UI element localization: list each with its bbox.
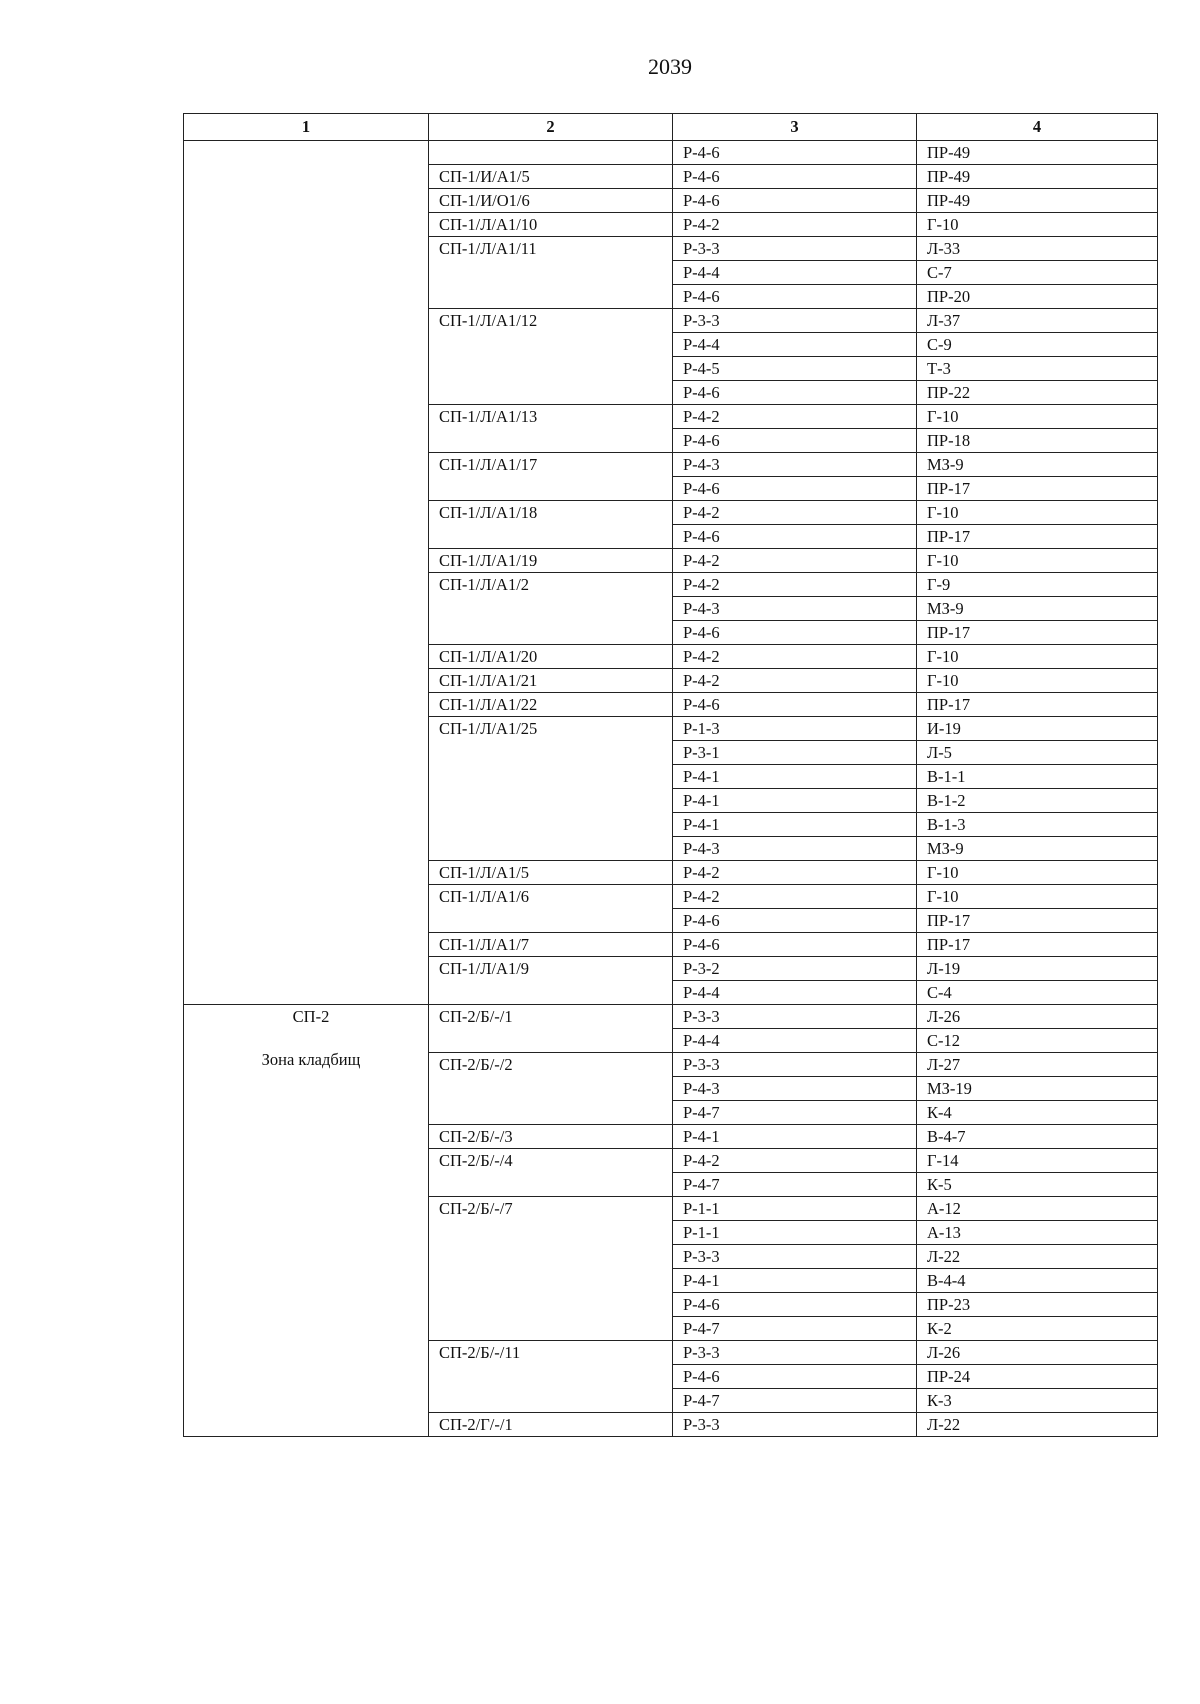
subzone-code-cell: СП-1/Л/А1/13	[429, 405, 673, 453]
subzone-code-cell: СП-2/Б/-/1	[429, 1005, 673, 1053]
regulation-cell: Р-3-3	[673, 1053, 917, 1077]
regulation-cell: Р-4-2	[673, 861, 917, 885]
value-cell: С-12	[917, 1029, 1158, 1053]
subzone-code-cell: СП-1/Л/А1/18	[429, 501, 673, 549]
subzone-code-cell: СП-1/Л/А1/11	[429, 237, 673, 309]
value-cell: Г-10	[917, 861, 1158, 885]
value-cell: ПР-17	[917, 621, 1158, 645]
value-cell: ПР-22	[917, 381, 1158, 405]
value-cell: С-9	[917, 333, 1158, 357]
regulation-cell: Р-1-1	[673, 1221, 917, 1245]
subzone-code-cell: СП-1/Л/А1/6	[429, 885, 673, 933]
value-cell: ПР-17	[917, 909, 1158, 933]
value-cell: А-12	[917, 1197, 1158, 1221]
subzone-code-cell: СП-1/Л/А1/5	[429, 861, 673, 885]
subzone-code-cell: СП-1/Л/А1/17	[429, 453, 673, 501]
regulation-cell: Р-4-1	[673, 765, 917, 789]
value-cell: И-19	[917, 717, 1158, 741]
regulation-cell: Р-3-1	[673, 741, 917, 765]
value-cell: К-3	[917, 1389, 1158, 1413]
header-col-4: 4	[917, 114, 1158, 141]
value-cell: Л-26	[917, 1005, 1158, 1029]
regulation-cell: Р-3-3	[673, 1413, 917, 1437]
value-cell: МЗ-19	[917, 1077, 1158, 1101]
subzone-code-cell: СП-2/Б/-/4	[429, 1149, 673, 1197]
regulation-cell: Р-3-2	[673, 957, 917, 981]
value-cell: Г-9	[917, 573, 1158, 597]
subzone-code-cell: СП-2/Б/-/11	[429, 1341, 673, 1413]
regulation-cell: Р-4-4	[673, 981, 917, 1005]
value-cell: МЗ-9	[917, 453, 1158, 477]
regulation-cell: Р-1-3	[673, 717, 917, 741]
value-cell: В-4-7	[917, 1125, 1158, 1149]
regulation-cell: Р-4-3	[673, 837, 917, 861]
value-cell: К-5	[917, 1173, 1158, 1197]
subzone-code-cell	[429, 141, 673, 165]
regulation-cell: Р-4-7	[673, 1101, 917, 1125]
regulation-cell: Р-4-6	[673, 933, 917, 957]
regulation-cell: Р-4-6	[673, 693, 917, 717]
value-cell: Г-10	[917, 405, 1158, 429]
value-cell: Г-10	[917, 645, 1158, 669]
regulation-cell: Р-4-6	[673, 165, 917, 189]
value-cell: Л-37	[917, 309, 1158, 333]
value-cell: МЗ-9	[917, 837, 1158, 861]
subzone-code-cell: СП-2/Б/-/2	[429, 1053, 673, 1125]
value-cell: Л-5	[917, 741, 1158, 765]
regulation-cell: Р-4-6	[673, 909, 917, 933]
subzone-code-cell: СП-1/И/А1/5	[429, 165, 673, 189]
regulation-cell: Р-4-1	[673, 813, 917, 837]
value-cell: ПР-20	[917, 285, 1158, 309]
value-cell: ПР-49	[917, 189, 1158, 213]
value-cell: ПР-17	[917, 477, 1158, 501]
header-col-3: 3	[673, 114, 917, 141]
subzone-code-cell: СП-1/Л/А1/7	[429, 933, 673, 957]
regulation-cell: Р-4-6	[673, 381, 917, 405]
regulation-cell: Р-4-6	[673, 1293, 917, 1317]
regulation-cell: Р-4-6	[673, 525, 917, 549]
regulation-cell: Р-4-6	[673, 285, 917, 309]
regulation-cell: Р-4-7	[673, 1173, 917, 1197]
value-cell: ПР-17	[917, 693, 1158, 717]
value-cell: ПР-17	[917, 525, 1158, 549]
table-row	[184, 141, 1158, 165]
regulation-cell: Р-4-7	[673, 1317, 917, 1341]
regulation-cell: Р-4-1	[673, 789, 917, 813]
regulation-cell: Р-4-4	[673, 1029, 917, 1053]
value-cell: В-4-4	[917, 1269, 1158, 1293]
value-cell: Г-10	[917, 669, 1158, 693]
value-cell: ПР-17	[917, 933, 1158, 957]
subzone-code-cell: СП-1/Л/А1/20	[429, 645, 673, 669]
regulation-cell: Р-4-2	[673, 405, 917, 429]
value-cell: Т-3	[917, 357, 1158, 381]
subzone-code-cell: СП-1/Л/А1/19	[429, 549, 673, 573]
zone-cell	[184, 141, 429, 1005]
subzone-code-cell: СП-2/Г/-/1	[429, 1413, 673, 1437]
regulation-cell: Р-4-3	[673, 597, 917, 621]
subzone-code-cell: СП-1/Л/А1/10	[429, 213, 673, 237]
value-cell: Г-10	[917, 549, 1158, 573]
value-cell: К-4	[917, 1101, 1158, 1125]
regulation-cell: Р-4-2	[673, 573, 917, 597]
regulation-cell: Р-4-1	[673, 1125, 917, 1149]
value-cell: С-4	[917, 981, 1158, 1005]
subzone-code-cell: СП-2/Б/-/3	[429, 1125, 673, 1149]
value-cell: Л-27	[917, 1053, 1158, 1077]
value-cell: В-1-3	[917, 813, 1158, 837]
subzone-code-cell: СП-1/Л/А1/21	[429, 669, 673, 693]
subzone-code-cell: СП-1/Л/А1/25	[429, 717, 673, 861]
value-cell: ПР-49	[917, 165, 1158, 189]
regulation-cell: Р-4-3	[673, 453, 917, 477]
regulation-cell: Р-3-3	[673, 1005, 917, 1029]
value-cell: Л-33	[917, 237, 1158, 261]
header-row	[184, 114, 1158, 141]
value-cell: Л-22	[917, 1413, 1158, 1437]
regulation-cell: Р-3-3	[673, 237, 917, 261]
value-cell: Л-19	[917, 957, 1158, 981]
value-cell: ПР-24	[917, 1365, 1158, 1389]
value-cell: Л-22	[917, 1245, 1158, 1269]
regulation-cell: Р-3-3	[673, 309, 917, 333]
regulation-cell: Р-4-2	[673, 645, 917, 669]
regulation-cell: Р-4-6	[673, 141, 917, 165]
regulation-cell: Р-4-6	[673, 1365, 917, 1389]
subzone-code-cell: СП-1/Л/А1/9	[429, 957, 673, 1005]
regulation-cell: Р-4-3	[673, 1077, 917, 1101]
regulation-cell: Р-4-2	[673, 501, 917, 525]
regulation-cell: Р-3-3	[673, 1341, 917, 1365]
regulation-cell: Р-4-6	[673, 429, 917, 453]
zone-cell	[184, 1005, 429, 1437]
value-cell: А-13	[917, 1221, 1158, 1245]
zone-code: СП-2	[292, 1007, 330, 1026]
subzone-code-cell: СП-2/Б/-/7	[429, 1197, 673, 1341]
value-cell: В-1-1	[917, 765, 1158, 789]
regulation-cell: Р-4-6	[673, 621, 917, 645]
value-cell: Г-10	[917, 213, 1158, 237]
value-cell: Г-10	[917, 501, 1158, 525]
regulation-cell: Р-4-2	[673, 669, 917, 693]
value-cell: МЗ-9	[917, 597, 1158, 621]
table-body	[184, 141, 1158, 1437]
value-cell: В-1-2	[917, 789, 1158, 813]
subzone-code-cell: СП-1/Л/А1/2	[429, 573, 673, 645]
regulation-cell: Р-4-6	[673, 189, 917, 213]
subzone-code-cell: СП-1/И/О1/6	[429, 189, 673, 213]
regulation-cell: Р-4-2	[673, 1149, 917, 1173]
value-cell: ПР-23	[917, 1293, 1158, 1317]
zone-name: Зона кладбищ	[261, 1050, 361, 1069]
regulation-cell: Р-4-2	[673, 213, 917, 237]
regulation-cell: Р-4-6	[673, 477, 917, 501]
regulation-cell: Р-4-4	[673, 261, 917, 285]
regulation-cell: Р-4-5	[673, 357, 917, 381]
regulation-cell: Р-4-1	[673, 1269, 917, 1293]
subzone-code-cell: СП-1/Л/А1/12	[429, 309, 673, 405]
regulation-cell: Р-3-3	[673, 1245, 917, 1269]
header-col-2: 2	[429, 114, 673, 141]
page-number: 2039	[648, 54, 692, 79]
value-cell: Л-26	[917, 1341, 1158, 1365]
header-col-1: 1	[184, 114, 429, 141]
regulation-cell: Р-1-1	[673, 1197, 917, 1221]
value-cell: К-2	[917, 1317, 1158, 1341]
value-cell: Г-14	[917, 1149, 1158, 1173]
table-row	[184, 1005, 1158, 1029]
regulation-cell: Р-4-7	[673, 1389, 917, 1413]
regulation-cell: Р-4-2	[673, 885, 917, 909]
data-table	[183, 113, 1158, 1437]
value-cell: Г-10	[917, 885, 1158, 909]
regulation-cell: Р-4-4	[673, 333, 917, 357]
value-cell: ПР-18	[917, 429, 1158, 453]
value-cell: С-7	[917, 261, 1158, 285]
regulation-cell: Р-4-2	[673, 549, 917, 573]
value-cell: ПР-49	[917, 141, 1158, 165]
subzone-code-cell: СП-1/Л/А1/22	[429, 693, 673, 717]
